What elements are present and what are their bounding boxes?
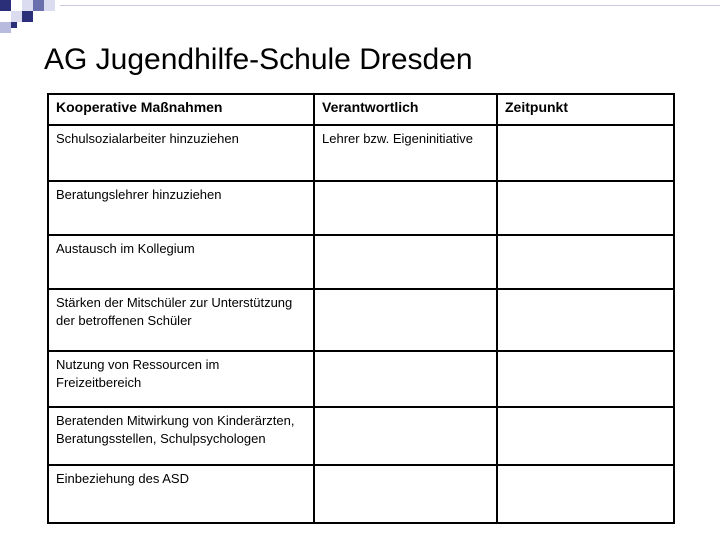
decor-square [0,22,11,33]
corner-squares-decoration [0,0,60,40]
timing-cell [497,235,674,289]
timing-cell [497,407,674,465]
measure-cell: Schulsozialarbeiter hinzuziehen [48,125,314,181]
table-row [48,465,674,523]
timing-cell [497,465,674,523]
table-row [48,351,674,407]
responsible-cell [314,465,497,523]
measure-cell: Beratungslehrer hinzuziehen [48,181,314,235]
table-row [48,289,674,351]
timing-cell [497,289,674,351]
decor-square [11,22,17,28]
responsible-cell [314,351,497,407]
decor-square [11,11,22,22]
header-measures: Kooperative Maßnahmen [48,94,314,125]
responsible-cell: Lehrer bzw. Eigeninitiative [314,125,497,181]
decor-square [0,0,11,11]
top-divider-line [60,5,720,6]
responsible-cell [314,235,497,289]
header-timing: Zeitpunkt [497,94,674,125]
timing-cell [497,351,674,407]
decor-square [22,11,33,22]
measures-table [47,93,675,524]
measure-cell: Austausch im Kollegium [48,235,314,289]
table-row [48,235,674,289]
measure-cell: Einbeziehung des ASD [48,465,314,523]
measure-cell: Nutzung von Ressourcen im Freizeitbereich [48,351,314,407]
table-row [48,407,674,465]
slide-title: AG Jugendhilfe-Schule Dresden [44,43,473,76]
table-row [48,181,674,235]
decor-square [33,0,44,11]
timing-cell [497,125,674,181]
table-row [48,125,674,181]
timing-cell [497,181,674,235]
decor-square [22,0,33,11]
measure-cell: Stärken der Mitschüler zur Unterstützung der betroffenen Schüler [48,289,314,351]
responsible-cell [314,181,497,235]
table-header-row [48,94,674,125]
header-responsible: Verantwortlich [314,94,497,125]
decor-square [44,0,55,11]
responsible-cell [314,289,497,351]
measure-cell: Beratenden Mitwirkung von Kinderärzten, Beratungsstellen, Schulpsychologen [48,407,314,465]
responsible-cell [314,407,497,465]
